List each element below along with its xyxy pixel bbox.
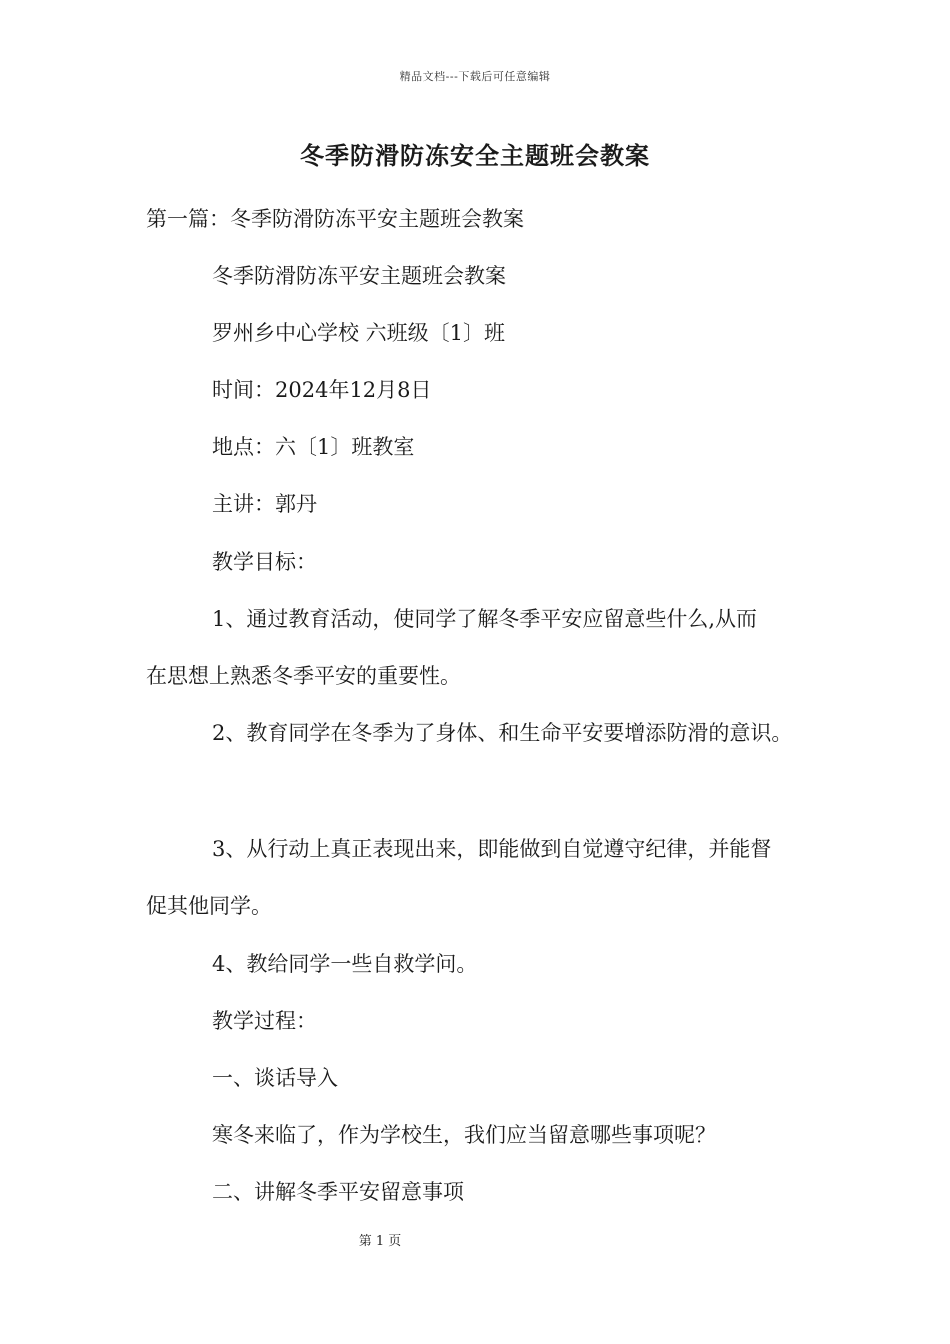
paragraph-line: 教学过程： xyxy=(212,1009,317,1033)
paragraph-line: 寒冬来临了，作为学校生，我们应当留意哪些事项呢？ xyxy=(212,1123,716,1147)
paragraph-line: 主讲：郭丹 xyxy=(212,492,317,516)
page-number: 第 1 页 xyxy=(358,1234,402,1249)
paragraph-line: 4、教给同学一些自救学问。 xyxy=(212,952,478,976)
paragraph-line: 罗州乡中心学校 六班级〔1〕班 xyxy=(212,321,506,345)
paragraph-line: 一、谈话导入 xyxy=(212,1066,338,1090)
document-title: 冬季防滑防冻安全主题班会教案 xyxy=(300,141,650,170)
header-note: 精品文档---下载后可任意编辑 xyxy=(399,70,551,83)
paragraph-line: 二、讲解冬季平安留意事项 xyxy=(212,1180,464,1204)
paragraph-line: 3、从行动上真正表现出来，即能做到自觉遵守纪律，并能督 xyxy=(212,837,772,861)
paragraph-line: 教学目标： xyxy=(212,550,317,574)
paragraph-line: 促其他同学。 xyxy=(146,894,272,918)
paragraph-line: 1、通过教育活动，使同学了解冬季平安应留意些什么,从而 xyxy=(212,607,758,631)
paragraph-line: 时间：2024年12月8日 xyxy=(212,378,432,402)
section-heading: 第一篇：冬季防滑防冻平安主题班会教案 xyxy=(146,207,524,231)
paragraph-line: 地点：六〔1〕班教室 xyxy=(212,435,415,459)
paragraph-line: 冬季防滑防冻平安主题班会教案 xyxy=(212,264,506,288)
paragraph-line: 2、教育同学在冬季为了身体、和生命平安要增添防滑的意识。 xyxy=(212,721,793,745)
paragraph-line: 在思想上熟悉冬季平安的重要性。 xyxy=(146,664,461,688)
